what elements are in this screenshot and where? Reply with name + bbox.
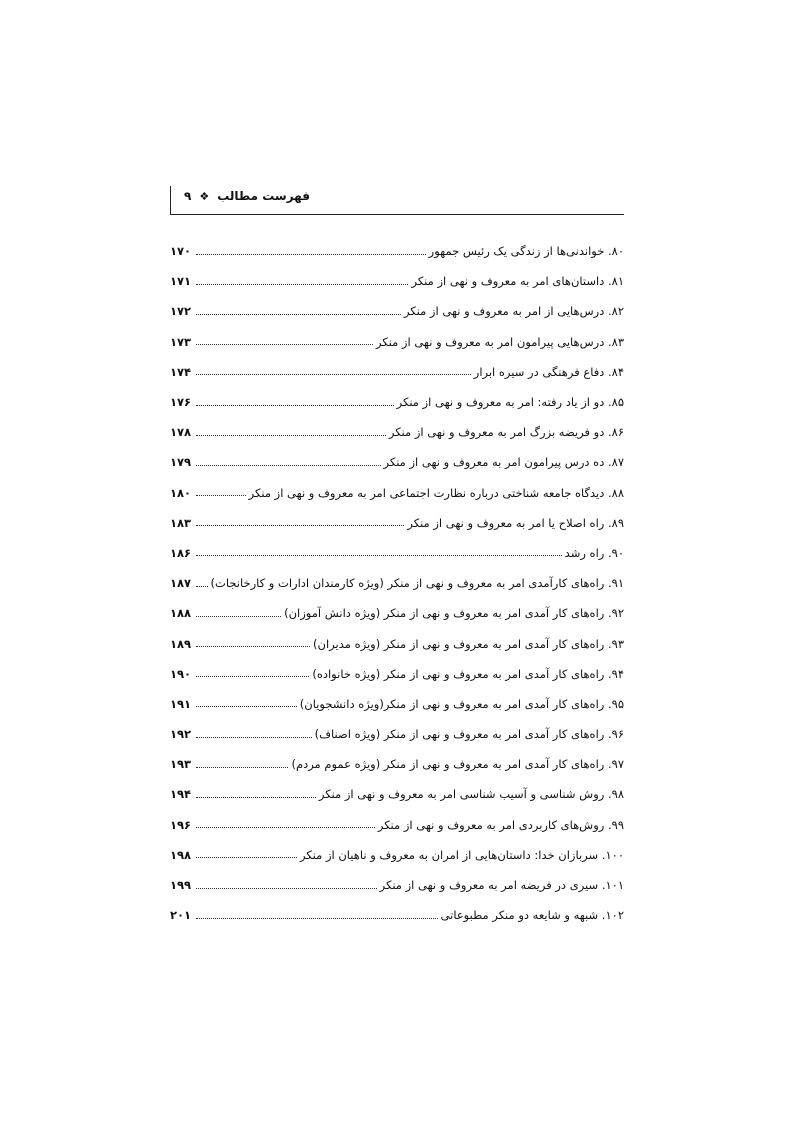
toc-entry-title: ۱۰۲. شبهه و شایعه دو منکر مطبوعاتی xyxy=(440,908,624,923)
toc-entry-title: ۹۸. روش شناسی و آسیب شناسی امر به معروف و نهی از منکر xyxy=(318,787,624,802)
toc-entry[interactable] xyxy=(170,447,624,477)
dot-leader xyxy=(196,706,297,707)
dot-leader xyxy=(196,888,377,889)
toc-entry-title: ۹۴. راه‌های کار آمدی امر به معروف و نهی از منکر (ویژه خانواده) xyxy=(312,666,624,681)
header-vertical-rule xyxy=(170,186,171,214)
toc-entry-title: ۸۳. درس‌هایی پیرامون امر به معروف و نهی از منکر xyxy=(375,334,624,349)
dot-leader xyxy=(196,254,426,255)
toc-entry-page-number: ۱۷۳ xyxy=(170,334,192,349)
toc-entry-page-number: ۱۸۳ xyxy=(170,515,192,530)
dot-leader xyxy=(196,525,404,526)
toc-entry-title: ۹۶. راه‌های کار آمدی امر به معروف و نهی از منکر (ویژه اصناف) xyxy=(314,727,624,742)
toc-entry[interactable] xyxy=(170,749,624,779)
toc-entry[interactable] xyxy=(170,357,624,387)
dot-leader xyxy=(196,827,375,828)
toc-entry-page-number: ۱۷۱ xyxy=(170,274,192,289)
diamond-ornament-icon: ❖ xyxy=(199,189,210,203)
toc-entry-title: ۱۰۰. سربازان خدا: داستان‌هایی از امران به معروف و ناهیان از منکر xyxy=(299,847,624,862)
dot-leader xyxy=(196,646,310,647)
dot-leader xyxy=(196,435,386,436)
toc-entry[interactable] xyxy=(170,478,624,508)
toc-entry[interactable] xyxy=(170,870,624,900)
header-content xyxy=(184,189,310,203)
toc-entry[interactable] xyxy=(170,266,624,296)
dot-leader xyxy=(196,555,562,556)
toc-entry-title: ۸۹. راه اصلاح یا امر به معروف و نهی از منکر xyxy=(407,515,624,530)
toc-entry-page-number: ۱۹۱ xyxy=(170,696,192,711)
toc-entry-title: ۹۳. راه‌های کار آمدی امر به معروف و نهی از منکر (ویژه مدیران) xyxy=(313,636,624,651)
toc-entry-page-number: ۱۹۳ xyxy=(170,757,192,772)
toc-entry-page-number: ۱۸۷ xyxy=(170,576,192,591)
header-title: فهرست مطالب xyxy=(217,189,310,203)
dot-leader xyxy=(196,737,312,738)
toc-entry-page-number: ۱۹۸ xyxy=(170,847,192,862)
toc-entry-page-number: ۱۸۰ xyxy=(170,485,192,500)
toc-entry-page-number: ۱۷۸ xyxy=(170,425,192,440)
toc-entry-title: ۸۱. داستان‌های امر به معروف و نهی از منکر xyxy=(411,274,624,289)
table-of-contents xyxy=(170,236,624,930)
toc-entry-page-number: ۲۰۱ xyxy=(170,908,192,923)
toc-entry-page-number: ۱۹۴ xyxy=(170,787,192,802)
toc-entry-title: ۸۸. دیدگاه جامعه شناختی درباره نظارت اجتماعی امر به معروف و نهی از منکر xyxy=(248,485,624,500)
toc-entry-page-number: ۱۷۲ xyxy=(170,304,192,319)
toc-entry[interactable] xyxy=(170,296,624,326)
toc-entry-title: ۸۰. خواندنی‌ها از زندگی یک رئیس جمهور xyxy=(428,244,624,259)
toc-entry-page-number: ۱۹۲ xyxy=(170,727,192,742)
toc-entry[interactable] xyxy=(170,387,624,417)
dot-leader xyxy=(196,586,208,587)
toc-entry-title: ۹۰. راه رشد xyxy=(564,545,624,560)
dot-leader xyxy=(196,314,401,315)
toc-entry-title: ۹۷. راه‌های کار آمدی امر به معروف و نهی از منکر (ویژه عموم مردم) xyxy=(291,757,624,772)
toc-entry[interactable] xyxy=(170,840,624,870)
toc-entry[interactable] xyxy=(170,417,624,447)
toc-entry-page-number: ۱۹۶ xyxy=(170,817,192,832)
toc-entry-page-number: ۱۷۰ xyxy=(170,244,192,259)
toc-entry-title: ۸۶. دو فریضه بزرگ امر به معروف و نهی از منکر xyxy=(388,425,624,440)
toc-entry[interactable] xyxy=(170,900,624,930)
running-header xyxy=(170,186,624,215)
toc-entry-page-number: ۱۸۶ xyxy=(170,545,192,560)
toc-entry-page-number: ۱۸۹ xyxy=(170,636,192,651)
toc-entry[interactable] xyxy=(170,659,624,689)
toc-entry-page-number: ۱۷۹ xyxy=(170,455,192,470)
dot-leader xyxy=(196,767,288,768)
dot-leader xyxy=(196,857,297,858)
toc-entry-title: ۸۴. دفاع فرهنگی در سیره ابرار xyxy=(473,364,624,379)
toc-entry[interactable] xyxy=(170,538,624,568)
toc-entry[interactable] xyxy=(170,236,624,266)
toc-entry[interactable] xyxy=(170,568,624,598)
toc-entry[interactable] xyxy=(170,810,624,840)
dot-leader xyxy=(196,344,373,345)
dot-leader xyxy=(196,374,471,375)
toc-entry[interactable] xyxy=(170,598,624,628)
dot-leader xyxy=(196,284,408,285)
toc-entry[interactable] xyxy=(170,628,624,658)
toc-entry-title: ۱۰۱. سیری در فریضه امر به معروف و نهی از منکر xyxy=(379,878,624,893)
toc-entry-title: ۹۲. راه‌های کار آمدی امر به معروف و نهی از منکر (ویژه دانش آموزان) xyxy=(284,606,624,621)
toc-entry-page-number: ۱۹۹ xyxy=(170,878,192,893)
toc-entry-page-number: ۱۸۸ xyxy=(170,606,192,621)
toc-entry[interactable] xyxy=(170,779,624,809)
dot-leader xyxy=(196,918,438,919)
toc-entry-title: ۹۹. روش‌های کاربردی امر به معروف و نهی از منکر xyxy=(377,817,624,832)
toc-entry-title: ۸۲. درس‌هایی از امر به معروف و نهی از منکر xyxy=(403,304,624,319)
toc-entry-page-number: ۱۹۰ xyxy=(170,666,192,681)
toc-entry[interactable] xyxy=(170,327,624,357)
toc-entry[interactable] xyxy=(170,508,624,538)
toc-entry-title: ۹۵. راه‌های کار آمدی امر به معروف و نهی از منکر(ویژه دانشجویان) xyxy=(299,696,624,711)
dot-leader xyxy=(196,797,316,798)
dot-leader xyxy=(196,616,281,617)
toc-entry-title: ۸۵. دو از یاد رفته: امر به معروف و نهی از منکر xyxy=(396,395,624,410)
toc-entry[interactable] xyxy=(170,689,624,719)
dot-leader xyxy=(196,676,309,677)
toc-entry-title: ۸۷. ده درس پیرامون امر به معروف و نهی از منکر xyxy=(383,455,624,470)
dot-leader xyxy=(196,495,246,496)
dot-leader xyxy=(196,465,381,466)
toc-entry-title: ۹۱. راه‌های کارآمدی امر به معروف و نهی از منکر (ویژه کارمندان ادارات و کارخانجات) xyxy=(210,576,624,591)
dot-leader xyxy=(196,405,394,406)
toc-entry-page-number: ۱۷۶ xyxy=(170,395,192,410)
header-page-number: ۹ xyxy=(184,189,192,203)
toc-entry[interactable] xyxy=(170,719,624,749)
toc-entry-page-number: ۱۷۴ xyxy=(170,364,192,379)
